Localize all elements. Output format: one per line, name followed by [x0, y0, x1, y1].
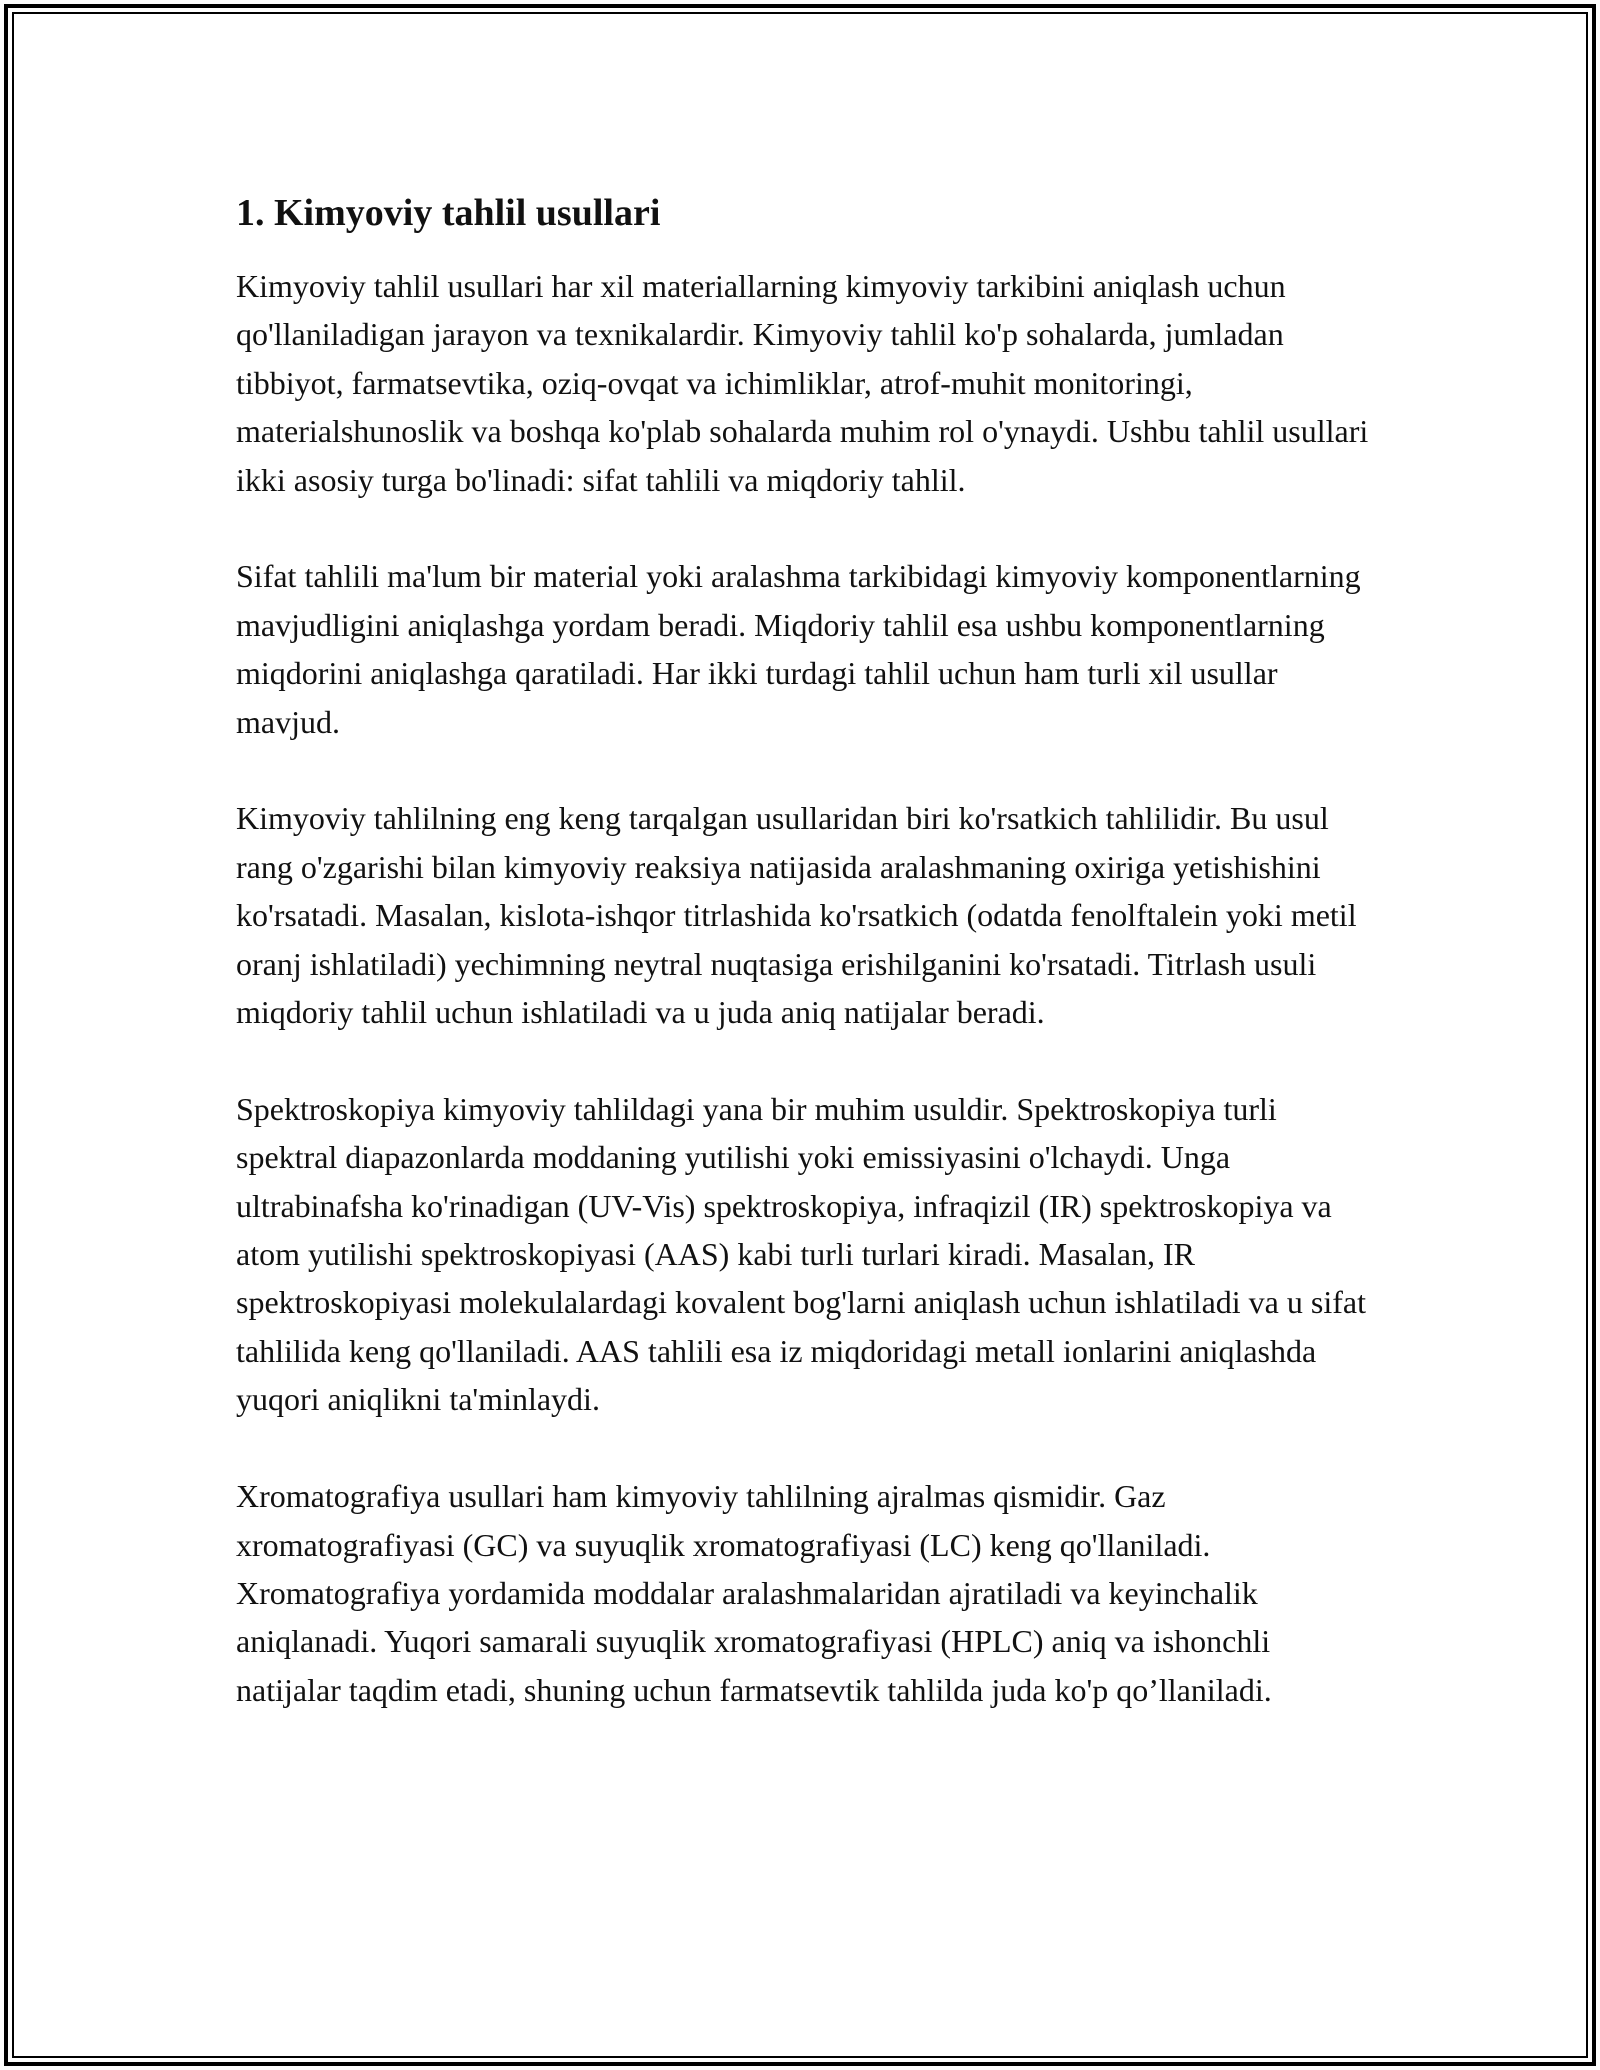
paragraph-chromatography: Xromatografiya usullari ham kimyoviy tahlilning ajralmas qismidir. Gaz xromatografiyasi (GC) va suyuqlik xromatografiyasi (LC) keng qo'llaniladi. Xromatografiya yordamida moddalar aralashmalaridan ajratiladi va keyinchalik aniqlanadi. Yuqori samarali suyuqlik xromatografiyasi (HPLC) aniq va ishonchli natijalar taqdim etadi, shuning uchun farmatsevtik tahlilda juda ko'p qo’llaniladi.: [236, 1478, 1272, 1708]
section-heading: 1. Kimyoviy tahlil usullari: [236, 192, 661, 234]
document-body: [236, 188, 1370, 1763]
paragraph-spectroscopy: Spektroskopiya kimyoviy tahlildagi yana bir muhim usuldir. Spektroskopiya turli spektral diapazonlarda moddaning yutilishi yoki emissiyasini o'lchaydi. Unga ultrabinafsha ko'rinadigan (UV-Vis) spektroskopiya, infraqizil (IR) spektroskopiya va atom yutilishi spektroskopiyasi (AAS) kabi turli turlari kiradi. Masalan, IR spektroskopiyasi molekulalardagi kovalent bog'larni aniqlash uchun ishlatiladi va u sifat tahlilida keng qo'llaniladi. AAS tahlili esa iz miqdoridagi metall ionlarini aniqlashda yuqori aniqlikni ta'minlaydi.: [236, 1090, 1366, 1418]
paragraph-indicator-analysis: Kimyoviy tahlilning eng keng tarqalgan usullaridan biri ko'rsatkich tahlilidir. Bu usul rang o'zgarishi bilan kimyoviy reaksiya natijasida aralashmaning oxiriga yetishishini ko'rsatadi. Masalan, kislota-ishqor titrlashida ko'rsatkich (odatda fenolftalein yoki metil oranj ishlatiladi) yechimning neytral nuqtasiga erishilganini ko'rsatadi. Titrlash usuli miqdoriy tahlil uchun ishlatiladi va u juda aniq natijalar beradi.: [236, 800, 1357, 1031]
paragraph-qualitative-quantitative: Sifat tahlili ma'lum bir material yoki aralashma tarkibidagi kimyoviy komponentlarning mavjudligini aniqlashga yordam beradi. Miqdoriy tahlil esa ushbu komponentlarning miqdorini aniqlashga qaratiladi. Har ikki turdagi tahlil uchun ham turli xil usullar mavjud.: [236, 558, 1361, 740]
paragraph-intro: Kimyoviy tahlil usullari har xil materiallarning kimyoviy tarkibini aniqlash uchun qo'llaniladigan jarayon va texnikalardir. Kimyoviy tahlil ko'p sohalarda, jumladan tibbiyot, farmatsevtika, oziq-ovqat va ichimliklar, atrof-muhit monitoringi, materialshunoslik va boshqa ko'plab sohalarda muhim rol o'ynaydi. Ushbu tahlil usullari ikki asosiy turga bo'linadi: sifat tahlili va miqdoriy tahlil.: [236, 268, 1369, 498]
